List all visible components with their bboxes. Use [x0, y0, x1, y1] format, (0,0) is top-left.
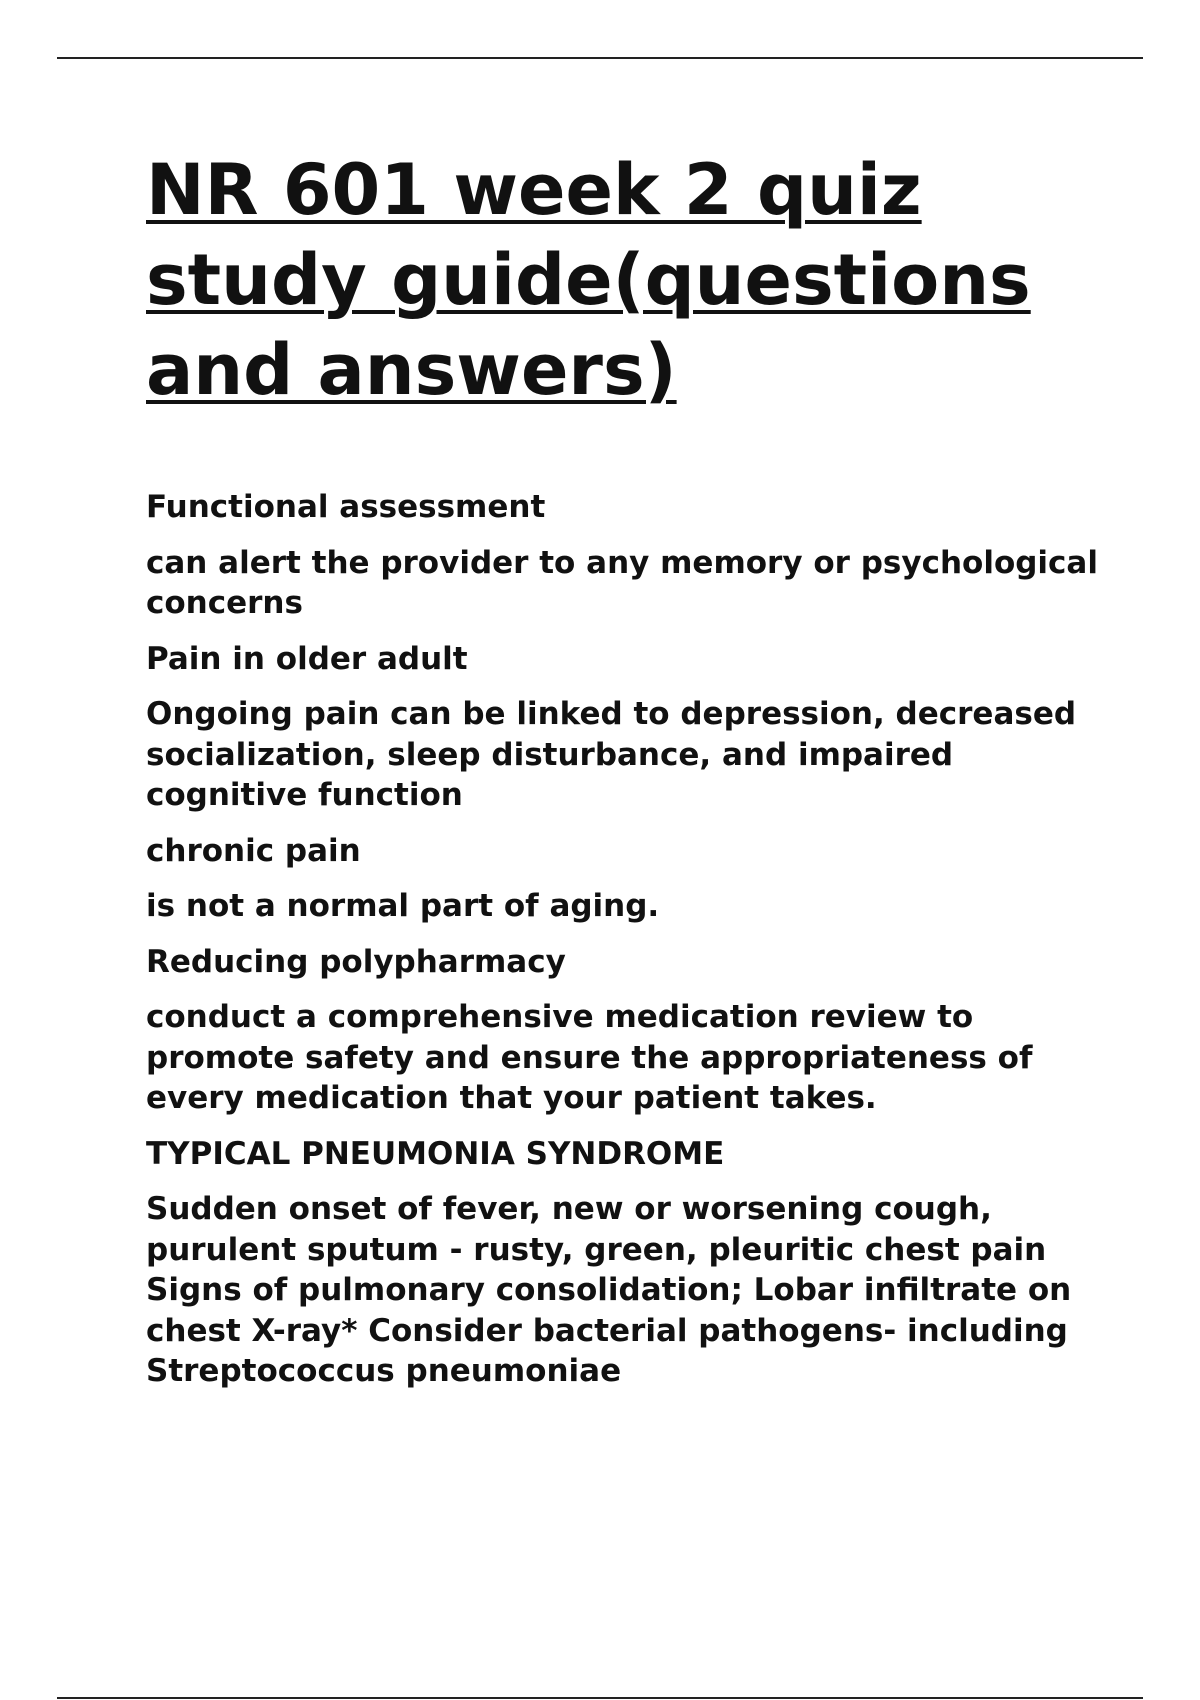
- top-rule: [57, 57, 1143, 59]
- question-functional-assessment: Functional assessment: [146, 489, 546, 525]
- question-chronic-pain: chronic pain: [146, 832, 361, 869]
- answer-typical-pneumonia: Sudden onset of fever, new or worsening cough, purulent sputum - rusty, green, pleuritic chest pain Signs of pulmonary consolidation; Lobar infiltrate on chest X-ray* Consider bacterial pathogens- including Streptococcus pneumoniae: [146, 1191, 1072, 1389]
- document-body: [146, 145, 1106, 1407]
- bottom-rule: [57, 1697, 1143, 1699]
- answer-pain-older-adult: Ongoing pain can be linked to depression, decreased socialization, sleep disturbance, and impaired cognitive function: [146, 696, 1077, 813]
- question-typical-pneumonia: TYPICAL PNEUMONIA SYNDROME: [146, 1135, 725, 1172]
- answer-reducing-polypharmacy: conduct a comprehensive medication review to promote safety and ensure the appropriateness of every medication that your patient takes.: [146, 999, 1033, 1116]
- question-reducing-polypharmacy: Reducing polypharmacy: [146, 943, 566, 980]
- answer-functional-assessment: can alert the provider to any memory or psychological concerns: [146, 544, 1098, 621]
- question-pain-older-adult: Pain in older adult: [146, 640, 468, 677]
- qa-list: [146, 487, 1106, 1392]
- answer-chronic-pain: is not a normal part of aging.: [146, 888, 660, 924]
- document-title: NR 601 week 2 quiz study guide(questions and answers): [146, 149, 1031, 411]
